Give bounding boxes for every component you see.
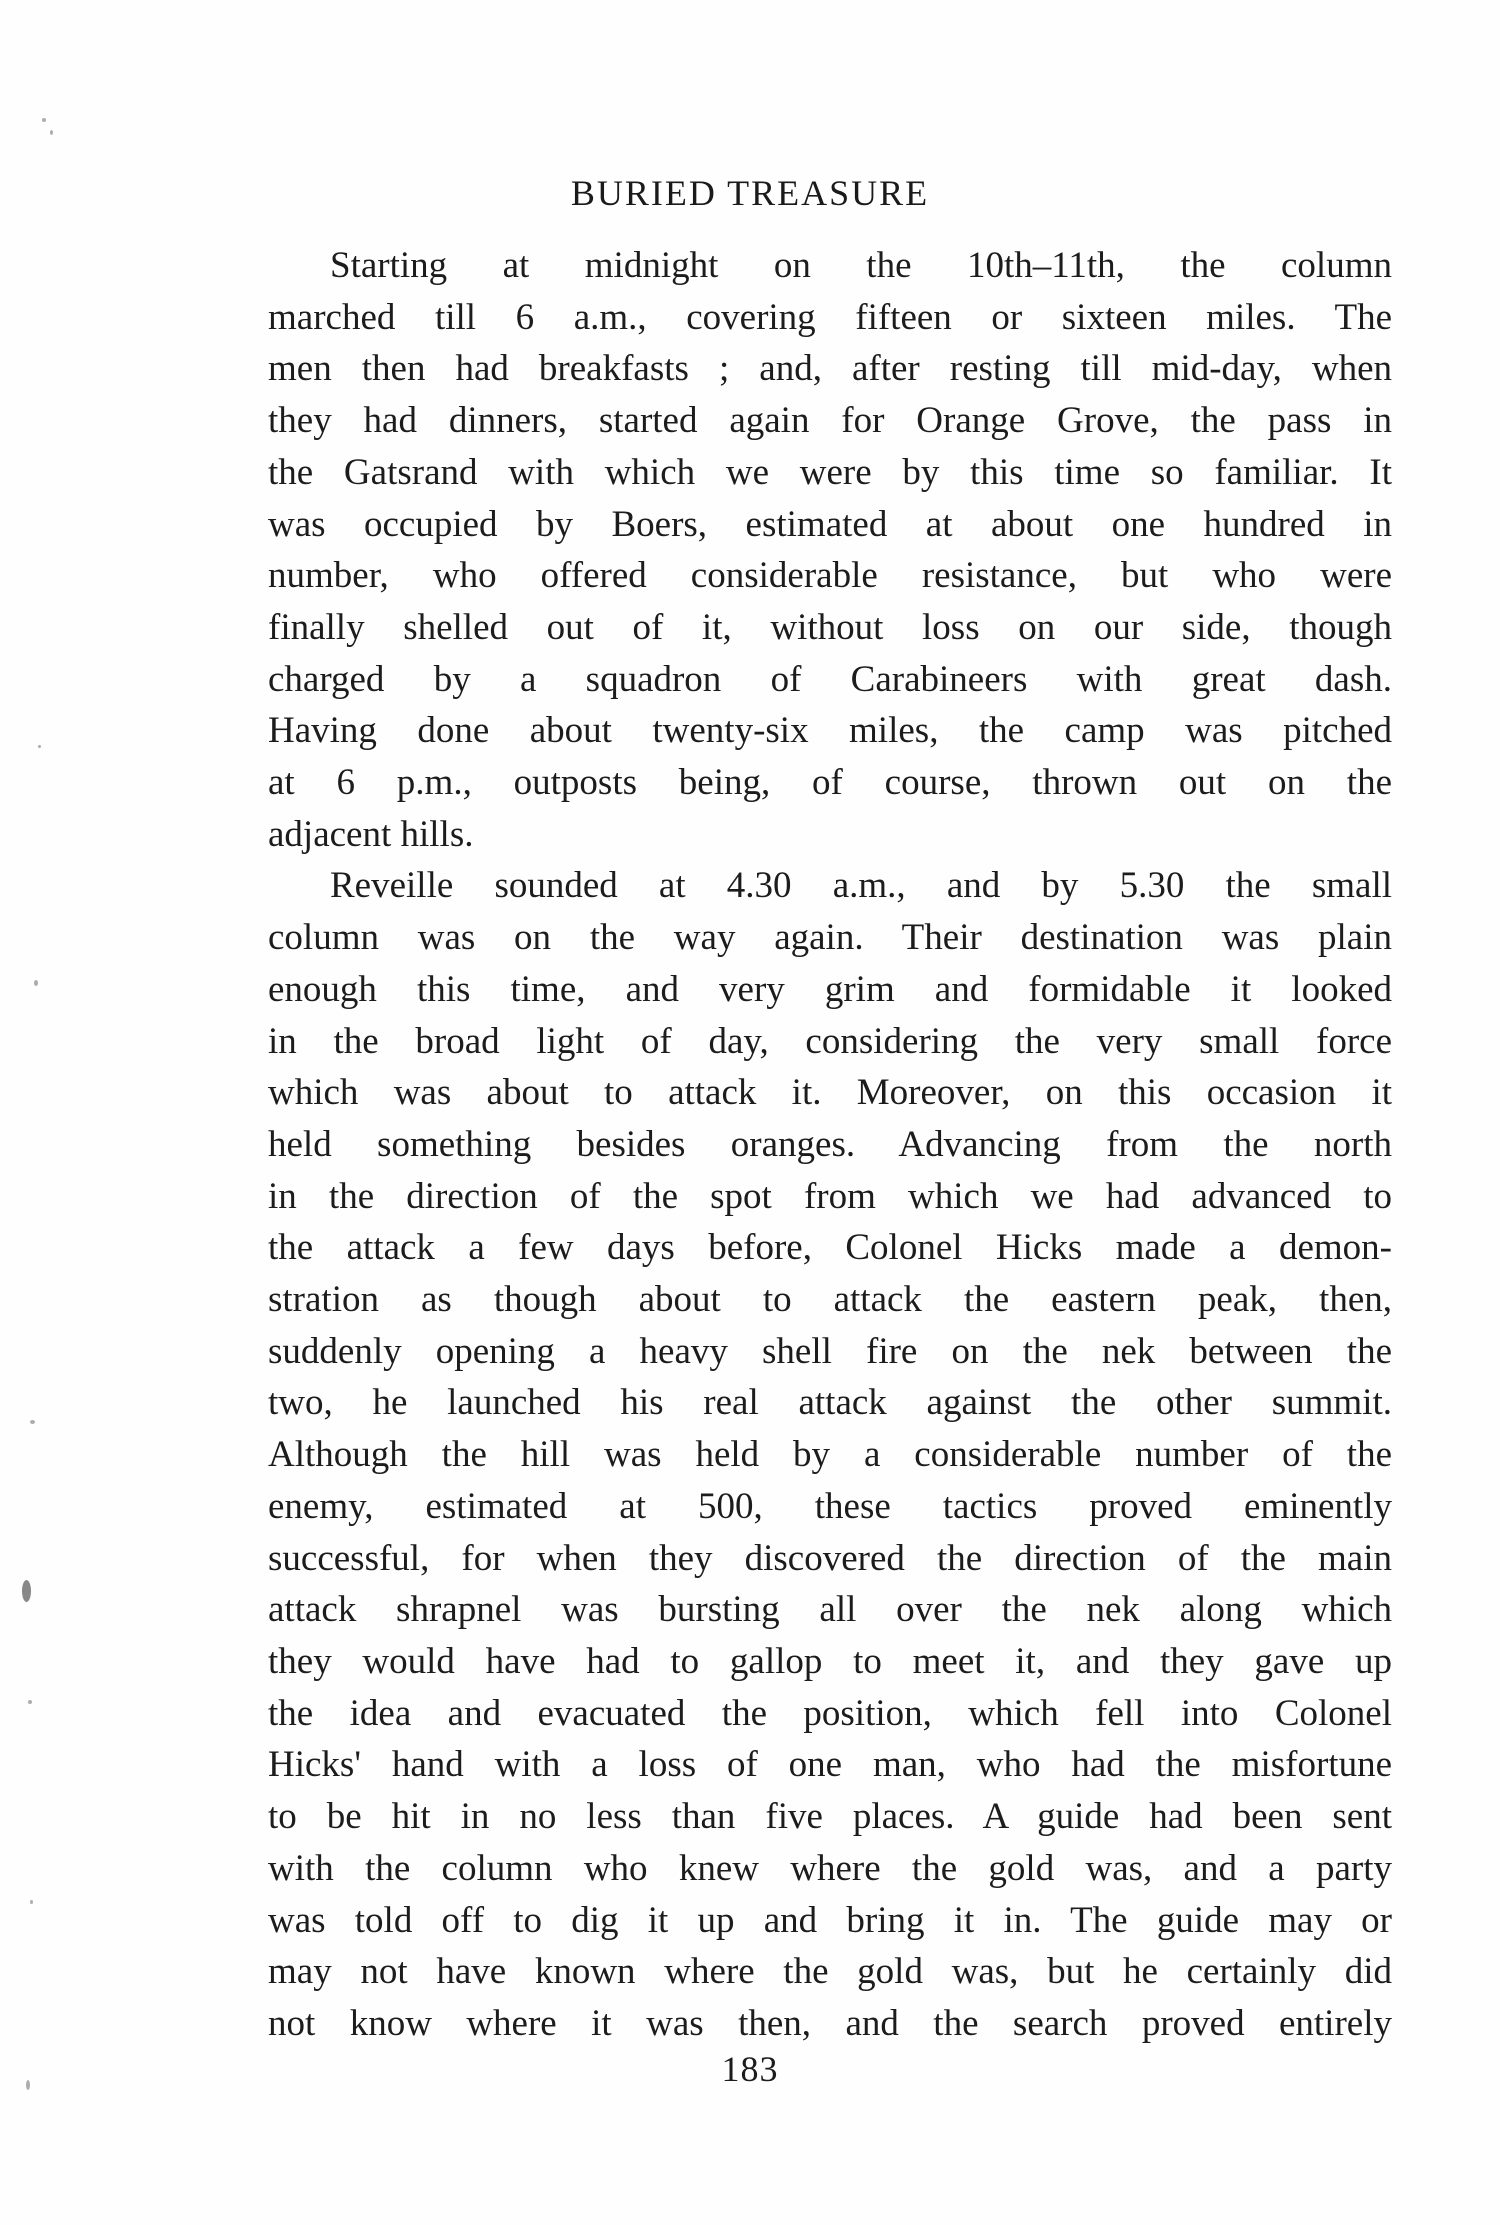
scan-speck	[30, 1420, 35, 1424]
text-line: to be hit in no less than five places. A guide had been sent	[268, 1796, 1392, 1838]
text-line: number, who offered considerable resistance, but who were	[268, 555, 1392, 597]
text-line: adjacent hills.	[268, 813, 474, 855]
text-line: was told off to dig it up and bring it in. The guide may or	[268, 1899, 1392, 1941]
text-line: Starting at midnight on the 10th–11th, the column	[330, 245, 1392, 286]
text-line: suddenly opening a heavy shell fire on the nek between the	[268, 1330, 1392, 1372]
scan-speck	[28, 1700, 32, 1704]
text-line: the Gatsrand with which we were by this time so familiar. It	[268, 451, 1392, 493]
text-line: which was about to attack it. Moreover, on this occasion it	[268, 1072, 1392, 1114]
scan-speck	[38, 745, 41, 748]
text-line: attack shrapnel was bursting all over the nek along which	[268, 1589, 1392, 1631]
text-line: the idea and evacuated the position, which fell into Colonel	[268, 1692, 1392, 1734]
text-line: at 6 p.m., outposts being, of course, thrown out on the	[268, 762, 1392, 804]
text-line: not know where it was then, and the search proved entirely	[268, 2002, 1392, 2044]
text-line: in the broad light of day, considering the very small force	[268, 1020, 1392, 1062]
scan-speck	[50, 130, 53, 135]
paragraph-2	[268, 860, 1392, 2049]
text-line: Having done about twenty-six miles, the camp was pitched	[268, 710, 1392, 752]
text-line: Hicks' hand with a loss of one man, who had the misfortune	[268, 1744, 1392, 1786]
text-line: men then had breakfasts ; and, after resting till mid-day, when	[268, 348, 1392, 390]
body-text	[268, 240, 1392, 2050]
scan-speck	[22, 1580, 31, 1602]
text-line: the attack a few days before, Colonel Hicks made a demon-	[268, 1227, 1392, 1269]
text-line: they would have had to gallop to meet it, and they gave up	[268, 1640, 1392, 1682]
scan-speck	[42, 118, 46, 122]
scan-speck	[30, 1900, 33, 1904]
text-line: they had dinners, started again for Orange Grove, the pass in	[268, 400, 1392, 442]
paragraph-1	[268, 240, 1392, 860]
text-line: finally shelled out of it, without loss on our side, though	[268, 606, 1392, 648]
page-number: 183	[721, 2049, 779, 2089]
text-line: successful, for when they discovered the direction of the main	[268, 1537, 1392, 1579]
text-line: column was on the way again. Their destination was plain	[268, 917, 1392, 959]
running-head: BURIED TREASURE	[570, 173, 930, 213]
text-line: Although the hill was held by a considerable number of the	[268, 1434, 1392, 1476]
text-line: with the column who knew where the gold was, and a party	[268, 1847, 1392, 1889]
text-line: charged by a squadron of Carabineers with great dash.	[268, 658, 1392, 700]
text-line: marched till 6 a.m., covering fifteen or sixteen miles. The	[268, 296, 1392, 338]
text-line: stration as though about to attack the eastern peak, then,	[268, 1279, 1392, 1321]
text-line: Reveille sounded at 4.30 a.m., and by 5.30 the small	[330, 865, 1392, 907]
text-line: enough this time, and very grim and formidable it looked	[268, 968, 1392, 1010]
text-line: held something besides oranges. Advancing from the north	[268, 1123, 1392, 1165]
text-line: was occupied by Boers, estimated at about one hundred in	[268, 503, 1392, 545]
text-line: two, he launched his real attack against the other summit.	[268, 1382, 1392, 1424]
text-line: in the direction of the spot from which we had advanced to	[268, 1175, 1392, 1217]
text-line: may not have known where the gold was, but he certainly did	[268, 1951, 1392, 1993]
scan-speck	[34, 980, 38, 986]
text-line: enemy, estimated at 500, these tactics proved eminently	[268, 1485, 1392, 1527]
